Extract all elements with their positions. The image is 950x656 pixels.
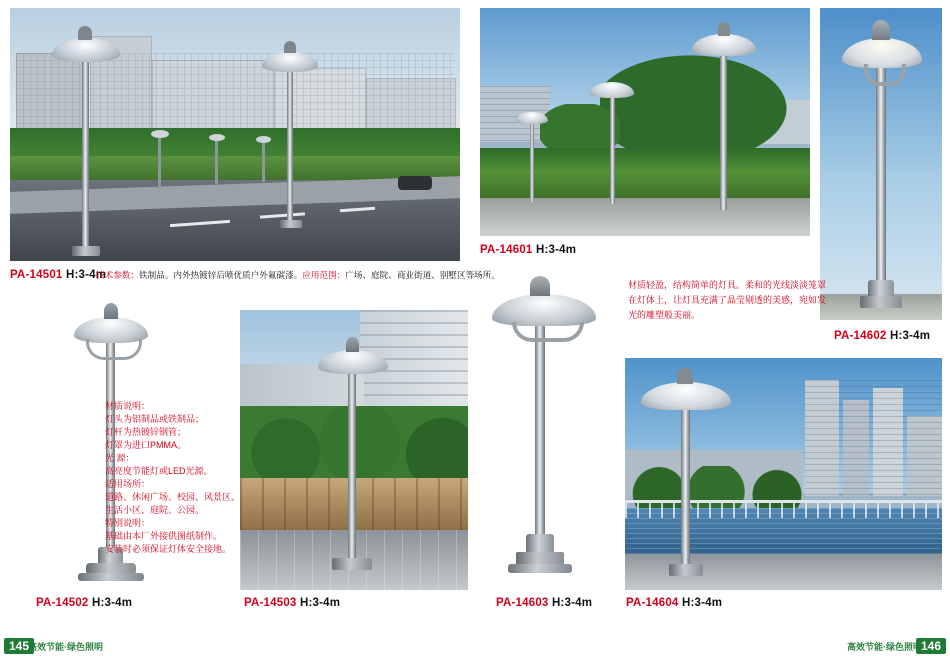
spec-material-line-2: 灯杆为热镀锌钢管； <box>105 427 187 437</box>
tree-canopy <box>600 48 800 158</box>
lamp-finial <box>718 22 730 36</box>
lamp-foot <box>78 573 144 581</box>
promo-block <box>628 278 828 323</box>
product-code: PA-14502 <box>36 597 89 609</box>
lamp-head-small <box>209 134 225 141</box>
lamp-crown <box>872 20 890 40</box>
lamp-base <box>280 220 302 228</box>
product-photo-pa-14601 <box>480 8 810 236</box>
lamp-pole <box>535 324 545 554</box>
lamp-foot <box>508 564 572 573</box>
lamp-head <box>262 52 318 72</box>
path <box>480 198 810 236</box>
lamp-finial <box>104 303 118 319</box>
lamp-pole <box>82 54 89 254</box>
promo-line-3: 光的雕塑般美丽。 <box>628 310 701 320</box>
product-height: H:3-4m <box>91 597 133 609</box>
product-height: H:3-4m <box>65 269 107 281</box>
folio-right: 146 <box>916 638 946 654</box>
spec-lightsource-line-1: 高亮度节能灯或LED光源。 <box>105 466 213 476</box>
lamp-scroll <box>512 322 584 342</box>
caption-pa-14601 <box>480 244 576 256</box>
product-code: PA-14603 <box>496 597 549 609</box>
car <box>398 176 432 190</box>
lamp-finial <box>677 368 693 384</box>
product-code: PA-14503 <box>244 597 297 609</box>
product-figure-pa-14603 <box>480 272 610 592</box>
spec-application-line-2: 生活小区、庭院、公园。 <box>105 505 205 515</box>
lamp-base <box>332 558 372 570</box>
lamp-pole-small <box>158 136 161 188</box>
product-height: H:3-4m <box>681 597 723 609</box>
lamp-crown <box>530 276 550 296</box>
lamp-pole <box>348 368 356 564</box>
spec-title-lightsource: 光 源： <box>105 453 135 463</box>
lamp-bracket <box>864 64 906 86</box>
lamp-pole <box>681 404 690 570</box>
caption-pa-14502 <box>36 597 132 609</box>
lamp-finial <box>346 337 359 352</box>
caption-pa-14503 <box>244 597 340 609</box>
spec-title-application: 适用场所： <box>105 479 151 489</box>
tech-label: 技术参数： <box>96 270 139 280</box>
product-photo-pa-14602 <box>820 8 942 320</box>
product-photo-pa-14503 <box>240 310 468 590</box>
use-label: 应用范围： <box>302 270 346 280</box>
spec-title-material: 材质说明： <box>105 401 151 411</box>
lamp-pole-small <box>215 140 218 184</box>
lamp-pole <box>287 66 293 226</box>
tower-windows <box>805 380 942 496</box>
product-height: H:3-4m <box>551 597 593 609</box>
spec-material-line-1: 灯头为铝制品或铁制品； <box>105 414 205 424</box>
lamp-pole <box>530 120 534 202</box>
promo-line-1: 材质轻盈，结构简单的灯具。柔和的光线淡淡笼罩 <box>628 280 827 290</box>
lamp-base <box>860 296 902 308</box>
caption-pa-14602 <box>834 330 930 342</box>
caption-pa-14501 <box>10 269 106 281</box>
product-code: PA-14604 <box>626 597 679 609</box>
spec-material-line-3: 灯罩为进口PMMA。 <box>105 440 187 450</box>
lamp-head-small <box>151 130 169 138</box>
caption-pa-14604 <box>626 597 722 609</box>
product-height: H:3-4m <box>889 330 931 342</box>
lamp-finial <box>78 26 92 40</box>
spec-note-line-1: 基础由本厂外接供图纸制作。 <box>105 531 223 541</box>
product-height: H:3-4m <box>299 597 341 609</box>
lamp-finial <box>284 41 296 53</box>
footnote-right: 高效节能·绿色照明 <box>847 642 922 652</box>
product-code: PA-14601 <box>480 244 533 256</box>
railing-posts <box>625 500 942 518</box>
footnote-left: 高效节能·绿色照明 <box>28 642 103 652</box>
tech-line-pa-14501 <box>96 270 500 281</box>
spec-application-line-1: 道路、休闲广场、校园、风景区、 <box>105 492 241 502</box>
product-photo-pa-14604 <box>625 358 942 590</box>
use-value: 广场、庭院、商业街道、别墅区等场所。 <box>345 270 500 280</box>
lamp-head <box>590 82 634 98</box>
lamp-collar <box>526 534 554 554</box>
lamp-head <box>516 112 548 124</box>
spec-title-note: 特别说明： <box>105 518 151 528</box>
lamp-head-small <box>256 136 271 143</box>
product-code: PA-14501 <box>10 269 63 281</box>
product-code: PA-14602 <box>834 330 887 342</box>
lamp-pole-small <box>262 142 265 182</box>
spec-note-line-2: 安装时必须保证灯体安全接地。 <box>105 544 232 554</box>
lamp-base <box>669 564 703 576</box>
folio-left: 145 <box>4 638 34 654</box>
lamp-bracket <box>86 339 142 360</box>
tech-value: 铁制品。内外热镀锌后喷优质户外氟碳漆。 <box>138 270 303 280</box>
product-height: H:3-4m <box>535 244 577 256</box>
lamp-pole <box>720 52 727 210</box>
lamp-base <box>72 246 100 256</box>
lamp-pole <box>876 64 886 296</box>
promo-line-2: 在灯体上，让灯具充满了晶莹剔透的美感，宛如发 <box>628 295 827 305</box>
spec-block <box>105 400 245 556</box>
caption-pa-14603 <box>496 597 592 609</box>
product-photo-pa-14501 <box>10 8 460 261</box>
lamp-pole <box>610 94 615 204</box>
